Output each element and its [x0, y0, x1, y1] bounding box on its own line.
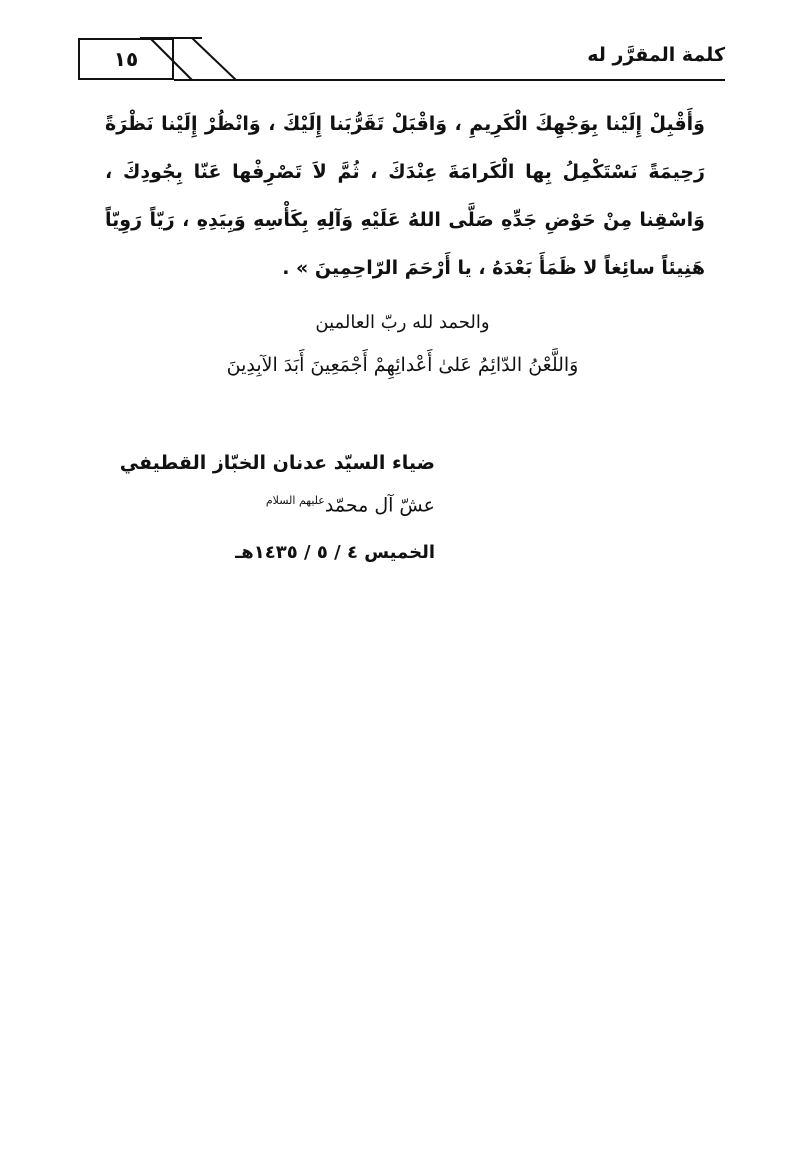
honorific-mark: عليهم السلام: [265, 494, 325, 507]
page-header: [0, 0, 805, 90]
signature-date: الخميس ٤ / ٥ / ١٤٣٥هـ: [235, 542, 435, 563]
header-decoration: [140, 36, 250, 82]
author-affiliation: [266, 494, 435, 516]
header-divider: [245, 79, 725, 81]
closing-praise: والحمد لله ربّ العالمين: [315, 312, 490, 333]
closing-curse: وَاللَّعْنُ الدّائِمُ عَلىٰ أَعْدائِهِمْ أَجْمَعِينَ أَبَدَ الآبِدِينَ: [226, 354, 579, 376]
author-affiliation-text: عشّ آل محمّد: [324, 494, 435, 517]
running-header-title: كلمة المقرَّر له: [587, 44, 725, 66]
author-name: ضياء السيّد عدنان الخبّاز القطيفي: [119, 452, 435, 474]
body-paragraph: وَأَقْبِلْ إِلَيْنا بِوَجْهِكَ الْكَرِيمِ ، وَاقْبَلْ تَقَرُّبَنا إِلَيْكَ ، وَانْظُرْ إِلَيْنا نَظْرَةً رَحِيمَةً نَسْتَكْمِلُ بِها الْكَرامَةَ عِنْدَكَ ، ثُمَّ لاَ تَصْرِفْها عَنّا بِجُودِكَ ، وَاسْقِنا مِنْ حَوْضِ جَدِّهِ صَلَّى اللهُ عَلَيْهِ وَآلِهِ بِكَأْسِهِ وَبِيَدِهِ ، رَيّاً رَوِيّاً هَنِيئاً سائِغاً لا ظَمَأَ بَعْدَهُ ، يا أَرْحَمَ الرّاحِمِينَ » .: [105, 113, 705, 279]
page-number: ١٥: [78, 38, 174, 80]
